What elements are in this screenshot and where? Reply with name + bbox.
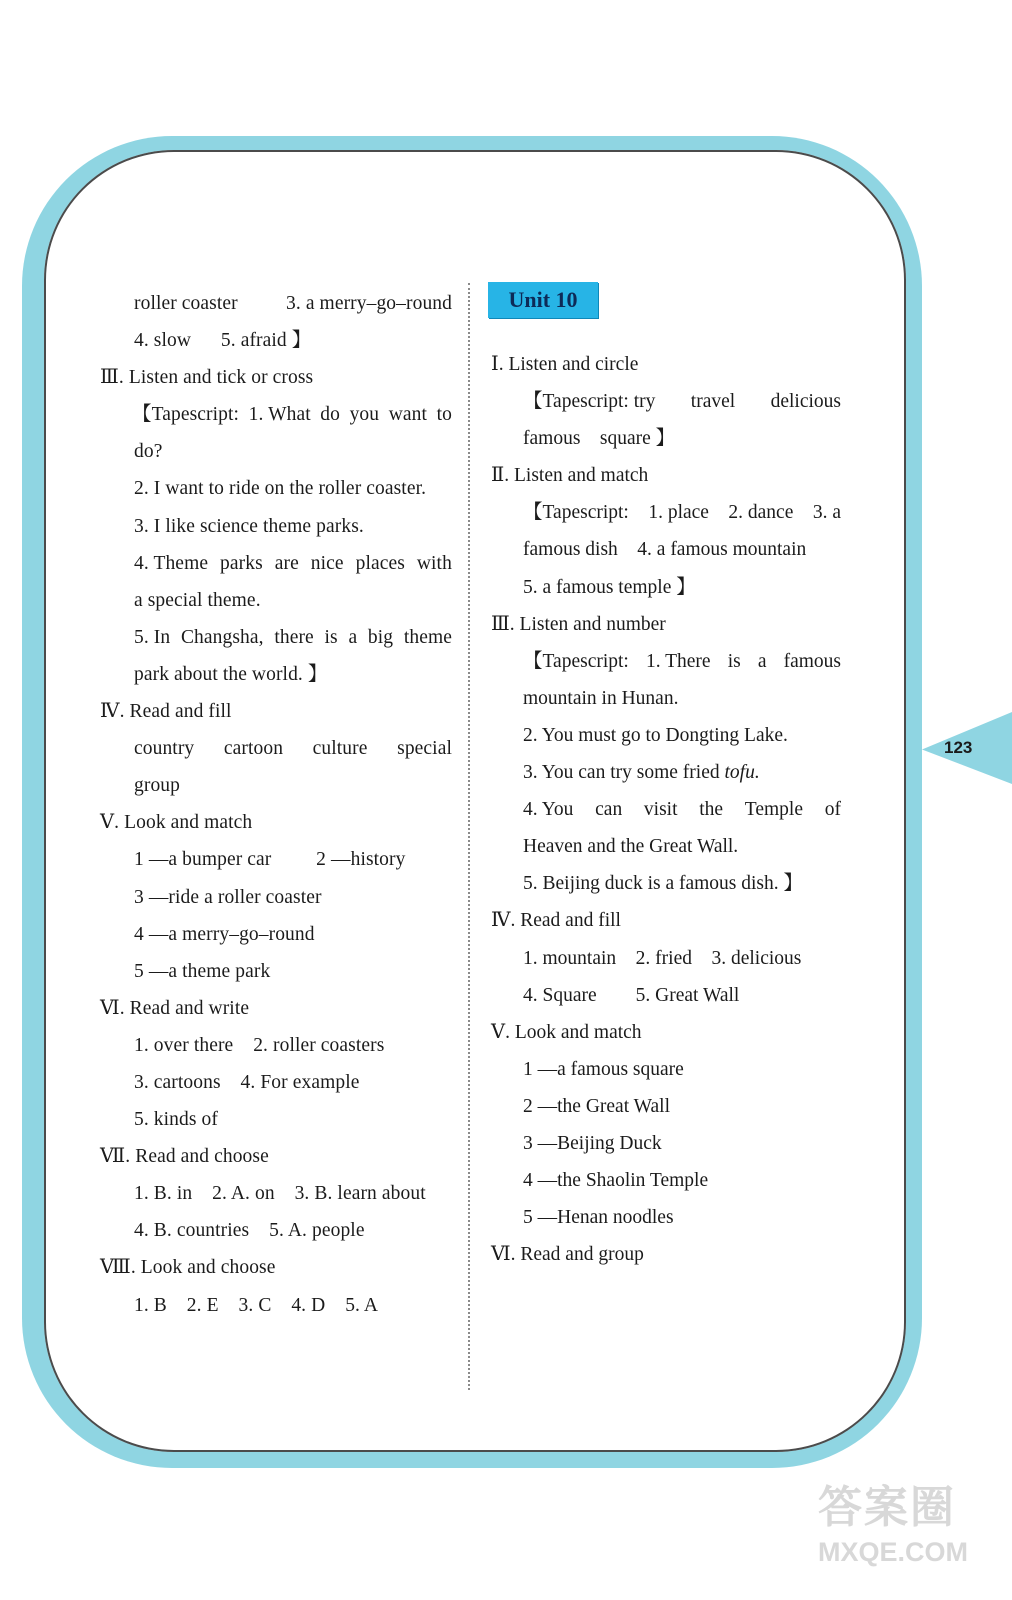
answer-word: to [436,404,452,426]
answer-word: Temple [744,799,803,821]
answer-word: 1. What [248,404,311,426]
answer-word: 4. You [523,799,574,821]
line-text: 2. I want to ride on the roller coaster. [134,478,427,500]
line-text: 5 —Henan noodles [523,1207,674,1229]
line-text: 1. mountain 2. fried 3. delicious [523,947,802,969]
line-text: 4. slow 5. afraid 】 [134,330,312,352]
answer-word: 1. place [648,502,709,524]
answer-line [100,619,452,656]
answer-word: places [355,552,405,574]
section-heading [491,1014,841,1051]
section-heading [100,804,452,841]
answer-line [100,1101,452,1138]
answer-word: roller coaster [134,293,238,314]
answer-word: of [824,799,841,821]
watermark-url: MXQE.COM [818,1537,969,1567]
answer-word: want [388,404,428,426]
answer-word: 4. Theme [134,552,209,574]
column-divider [468,283,470,1390]
line-text: Ⅲ. Listen and tick or cross [100,367,314,389]
line-text: Ⅶ. Read and choose [100,1146,269,1168]
answer-word: country [134,738,195,760]
answer-line [491,1199,841,1236]
line-text: 5. a famous temple 】 [523,576,696,598]
answer-line [491,754,841,791]
answer-line [100,285,452,322]
answer-line [100,1175,452,1212]
answer-line [100,433,452,470]
answer-line [491,383,841,420]
answer-word: is [324,626,338,648]
answer-word: can [595,799,623,821]
line-text: Ⅴ. Look and match [491,1021,642,1043]
answer-word: do [320,404,340,426]
answer-line [100,1287,452,1324]
answer-line [491,1088,841,1125]
section-heading [491,1236,841,1273]
section-heading [100,693,452,730]
answer-word: are [274,552,299,574]
answer-word: is [727,650,741,672]
section-heading [491,457,841,494]
answer-word: special [397,738,452,760]
line-text: 3. cartoons 4. For example [134,1071,360,1093]
answer-line [100,322,452,359]
line-text: 3. You can try some fried [523,762,725,784]
line-text: 4. Square 5. Great Wall [523,984,740,1006]
answer-word: Changsha, [180,626,264,648]
answer-line [491,828,841,865]
answer-line [491,643,841,680]
section-heading [491,902,841,939]
line-text: 5. kinds of [134,1109,218,1131]
page-number: 123 [944,738,973,757]
line-text: 5 —a theme park [134,960,271,982]
answer-word: the [699,799,724,821]
answer-line [491,1051,841,1088]
answer-line [491,1162,841,1199]
line-text: famous dish 4. a famous mountain [523,539,807,561]
answer-line [100,730,452,767]
line-text: group [134,775,180,797]
answer-word: there [274,626,314,648]
answer-line [100,1212,452,1249]
line-text: Ⅵ. Read and write [100,997,250,1019]
answer-line [491,865,841,902]
answer-word: theme [403,626,452,648]
line-text: 1. B. in 2. A. on 3. B. learn about [134,1183,426,1205]
answer-line [491,494,841,531]
line-text: a special theme. [134,589,261,611]
answer-word: famous [783,650,841,672]
answer-word: with [416,552,452,574]
line-text: Ⅳ. Read and fill [491,910,621,932]
line-text: Ⅰ. Listen and circle [491,354,639,375]
answer-line [100,916,452,953]
line-text: 5. Beijing duck is a famous dish. 】 [523,873,804,895]
answer-line [491,569,841,606]
section-heading [100,990,452,1027]
right-answer-column [491,346,841,1273]
italic-word: tofu. [724,762,760,784]
answer-word: travel [690,391,736,413]
line-text: do? [134,441,163,463]
line-text: Ⅲ. Listen and number [491,613,666,635]
section-heading [100,1249,452,1286]
answer-word: culture [312,738,368,760]
answer-word: 3. a merry–go–round [286,293,452,314]
line-text: 2 —the Great Wall [523,1095,670,1117]
line-text: famous square 】 [523,428,676,450]
line-text: Ⅱ. Listen and match [491,465,649,487]
line-text: 3. I like science theme parks. [134,515,364,537]
line-text: park about the world. 】 [134,663,328,685]
answer-word: visit [643,799,678,821]
answer-word: you [349,404,380,426]
left-answer-column [100,285,452,1324]
answer-word: 【Tapescript: [132,404,240,426]
answer-line [100,841,452,878]
answer-line [100,767,452,804]
answer-line [491,977,841,1014]
answer-line [491,940,841,977]
answer-line [100,1027,452,1064]
line-text: 1. B 2. E 3. C 4. D 5. A [134,1294,379,1316]
answer-line [491,680,841,717]
answer-word: cartoon [223,738,284,760]
answer-line [100,953,452,990]
section-heading [491,606,841,643]
answer-word: 【Tapescript: [523,502,629,524]
watermark-logo: 答案圈 [818,1483,956,1532]
answer-word: parks [220,552,263,574]
answer-word: 3. a [812,502,841,524]
watermark [818,1480,988,1590]
line-text: 1. over there 2. roller coasters [134,1034,385,1056]
answer-line [100,508,452,545]
answer-word: delicious [770,391,841,413]
answer-word: 1. There [645,650,711,672]
section-heading [100,1138,452,1175]
answer-line [100,582,452,619]
line-text: 4. B. countries 5. A. people [134,1220,365,1242]
section-heading [100,359,452,396]
line-text: Heaven and the Great Wall. [523,836,739,858]
answer-line [100,545,452,582]
answer-word: a [757,650,767,672]
answer-line [100,879,452,916]
answer-line [491,717,841,754]
answer-word: 【Tapescript: [523,650,629,672]
line-text: mountain in Hunan. [523,687,679,709]
answer-word: nice [310,552,344,574]
line-text: Ⅴ. Look and match [100,812,253,834]
line-text: 4 —the Shaolin Temple [523,1170,709,1192]
line-text: 1 —a famous square [523,1058,684,1080]
answer-line [100,470,452,507]
answer-line [491,531,841,568]
line-text: Ⅳ. Read and fill [100,701,232,723]
answer-line [100,396,452,433]
line-text: 3 —Beijing Duck [523,1132,662,1154]
line-text: 4 —a merry–go–round [134,923,315,945]
line-text: 1 —a bumper car 2 —history [134,849,406,871]
unit-title-badge: Unit 10 [488,282,598,318]
answer-word: 2. dance [728,502,794,524]
section-heading [491,346,841,383]
answer-line [491,420,841,457]
line-text: Ⅵ. Read and group [491,1244,644,1266]
answer-line [491,1125,841,1162]
answer-word: big [367,626,394,648]
answer-line [100,1064,452,1101]
answer-line [100,656,452,693]
line-text: 2. You must go to Dongting Lake. [523,724,788,746]
answer-word: 【Tapescript: try [523,391,656,413]
answer-line [491,791,841,828]
line-text: 3 —ride a roller coaster [134,886,322,908]
answer-word: 5. In [134,626,171,648]
line-text: Ⅷ. Look and choose [100,1257,276,1279]
answer-word: a [348,626,358,648]
